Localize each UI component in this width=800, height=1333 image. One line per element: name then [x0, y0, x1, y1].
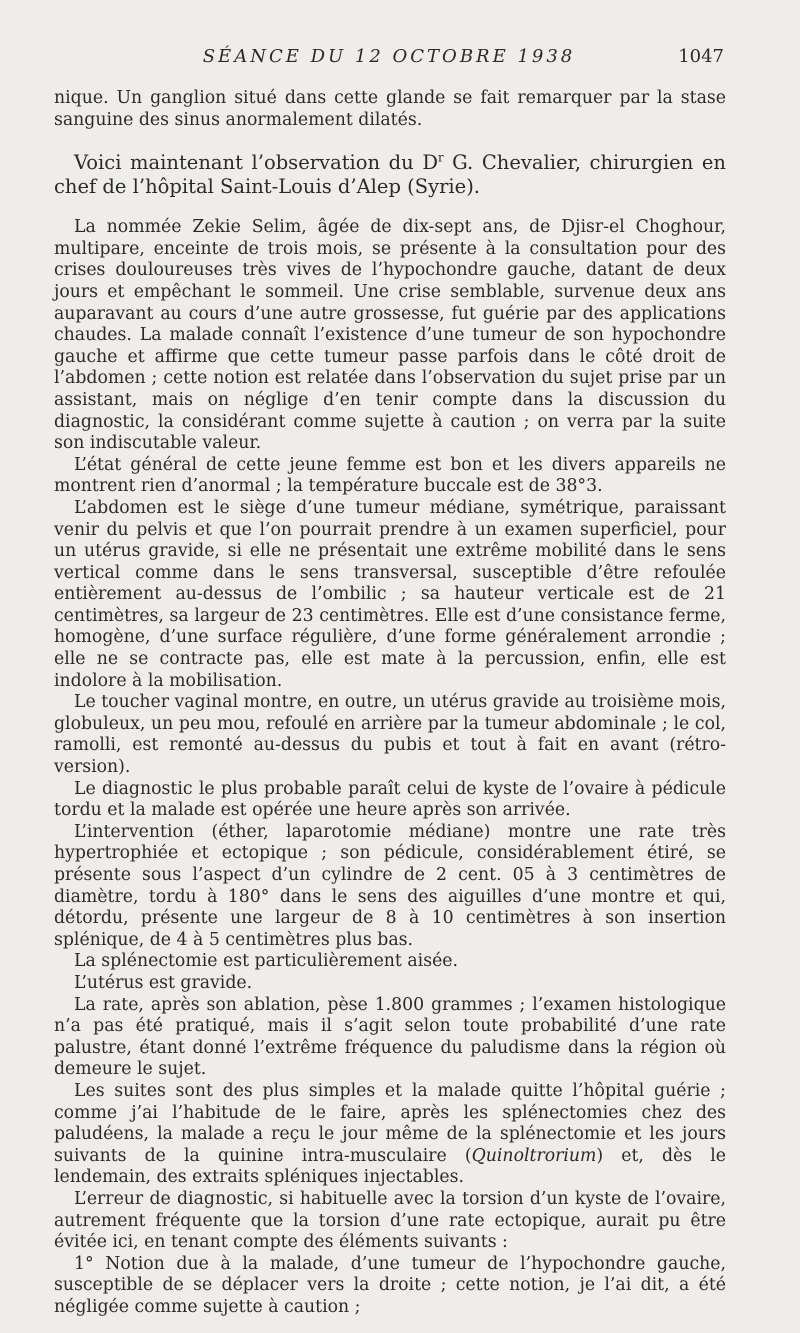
- header-title: SÉANCE DU 12 OCTOBRE 1938: [202, 46, 576, 67]
- paragraph: Le toucher vaginal montre, en outre, un utérus gravide au troisième mois, globuleux, un peu mou, refoulé en arrière par la tumeur abdominale ; le col, ramolli, est remonté au-dessus du pubis et tout à fait en avant (rétro-version).: [54, 692, 726, 778]
- suites-part2: ) et, dès le lendemain, des extraits spléniques injectables.: [54, 1145, 726, 1188]
- suites-part1: Les suites sont des plus simples et la malade quitte l’hôpital guérie ; comme j’ai l’habitude de le faire, après les splénectomies chez des paludéens, la malade a reçu le jour même de la splénectomie et les jours suivants de la quinine intra-musculaire (: [54, 1080, 726, 1166]
- paragraph: La rate, après son ablation, pèse 1.800 grammes ; l’examen histologique n’a pas été pratiqué, mais il s’agit selon toute probabilité d’une rate palustre, étant donné l’extrême fréquence du paludisme dans la région où demeure le sujet.: [54, 994, 726, 1080]
- drug-name: Quinoltrorium: [471, 1145, 597, 1166]
- page-number: 1047: [678, 46, 724, 67]
- paragraph: L’état général de cette jeune femme est bon et les divers appareils ne montrent rien d’anormal ; la température buccale est de 38°3.: [54, 454, 726, 497]
- observation-intro-part1: Voici maintenant l’observation du D: [74, 151, 438, 175]
- paragraph: L’utérus est gravide.: [74, 972, 253, 993]
- paragraph-with-italic: [54, 1081, 726, 1189]
- paragraph: 1° Notion due à la malade, d’une tumeur de l’hypochondre gauche, susceptible de se déplacer vers la droite ; cette notion, je l’ai dit, a été négligée comme sujette à caution ;: [54, 1253, 726, 1317]
- paragraph: L’intervention (éther, laparotomie médiane) montre une rate très hypertrophiée et ectopique ; son pédicule, considérablement étiré, se présente sous l’aspect d’un cylindre de 2 cent. 05 à 3 centimètres de diamètre, tordu à 180° dans le sens des aiguilles d’une montre et qui, détordu, présente une largeur de 8 à 10 centimètres à son insertion splénique, de 4 à 5 centimètres plus bas.: [54, 821, 726, 950]
- body-text: [54, 88, 726, 1318]
- observation-intro-part2: G. Chevalier, chirurgien en chef de l’hôpital Saint-Louis d’Alep (Syrie).: [54, 151, 726, 199]
- paragraph: L’erreur de diagnostic, si habituelle avec la torsion d’un kyste de l’ovaire, autrement fréquente que la torsion d’une rate ectopique, aurait pu être évitée ici, en tenant compte des éléments suivants :: [54, 1188, 726, 1253]
- doctor-superscript: r: [437, 150, 444, 165]
- paragraph: Le diagnostic le plus probable paraît celui de kyste de l’ovaire à pédicule tordu et la malade est opérée une heure après son arrivée.: [54, 778, 726, 821]
- paragraph: La splénectomie est particulièrement aisée.: [74, 951, 459, 972]
- running-header: [54, 44, 724, 74]
- paragraph-observation-intro: [54, 151, 726, 199]
- paragraph: L’abdomen est le siège d’une tumeur médiane, symétrique, paraissant venir du pelvis et que l’on pourrait prendre à un examen superficiel, pour un utérus gravide, si elle ne présentait une extrême mobilité dans le sens vertical comme dans le sens transversal, susceptible d’être refoulée entièrement au-dessus de l’ombilic ; sa hauteur verticale est de 21 centimètres, sa largeur de 23 centimètres. Elle est d’une consistance ferme, homogène, d’une surface régulière, d’une forme généralement arrondie ; elle ne se contracte pas, elle est mate à la percussion, enfin, elle est indolore à la mobilisation.: [54, 497, 726, 691]
- paragraph: La nommée Zekie Selim, âgée de dix-sept ans, de Djisr-el Choghour, multipare, enceinte de trois mois, se présente à la consultation pour des crises douloureuses très vives de l’hypochondre gauche, datant de deux jours et empêchant le sommeil. Une crise semblable, survenue deux ans auparavant au cours d’une autre grossesse, fut guérie par des applications chaudes. La malade connaît l’existence d’une tumeur de son hypochondre gauche et affirme que cette tumeur passe parfois dans le côté droit de l’abdomen ; cette notion est relatée dans l’observation du sujet prise par un assistant, mais on néglige d’en tenir compte dans la discussion du diagnostic, la considérant comme sujette à caution ; on verra par la suite son indiscutable valeur.: [54, 217, 726, 454]
- paragraph: nique. Un ganglion situé dans cette glande se fait remarquer par la stase sanguine des sinus anormalement dilatés.: [54, 88, 726, 130]
